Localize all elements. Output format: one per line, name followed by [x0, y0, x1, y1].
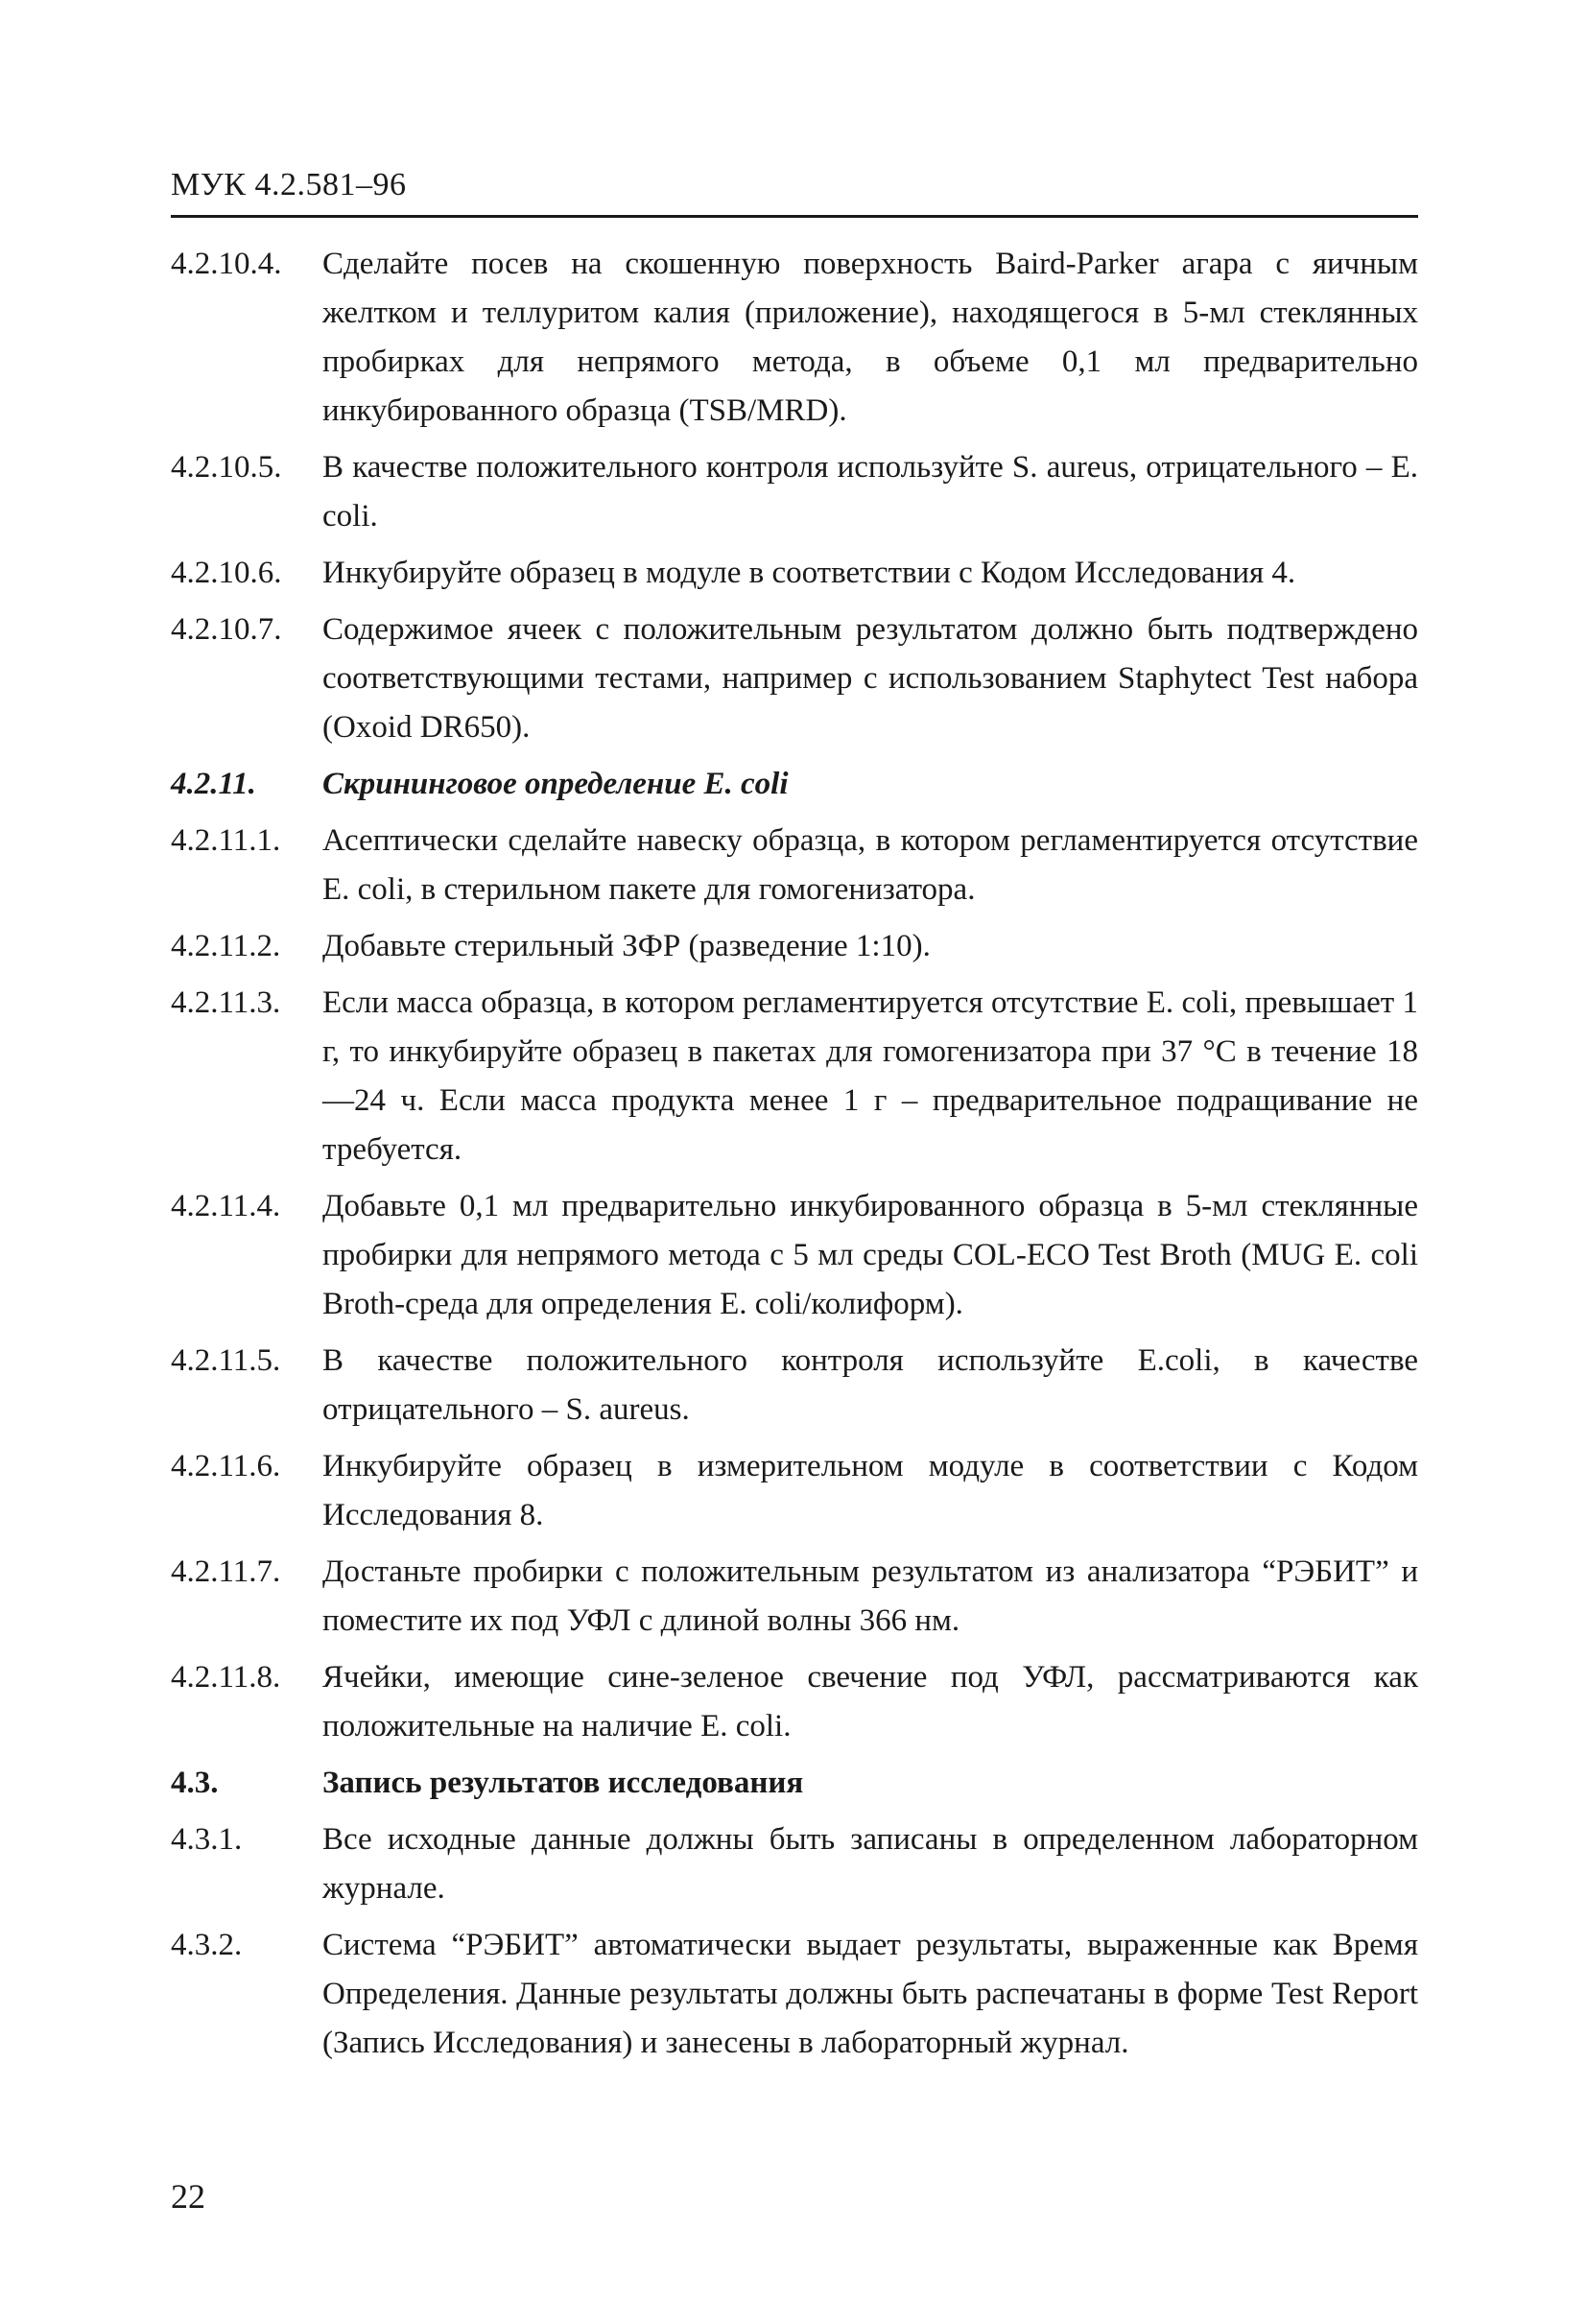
section-4-2-10-4: [171, 240, 1418, 436]
section-number: 4.2.11.5.: [171, 1343, 281, 1378]
section-number: 4.2.11.8.: [171, 1660, 281, 1695]
section-heading: Запись результатов исследования: [322, 1766, 804, 1800]
section-number: 4.2.11.6.: [171, 1449, 281, 1483]
section-number: 4.3.1.: [171, 1822, 243, 1857]
document-body: [171, 240, 1418, 2075]
section-4-2-11-8: [171, 1653, 1418, 1751]
section-4-2-10-7: [171, 605, 1418, 752]
page-number: 22: [171, 2177, 205, 2216]
section-heading: Скрининговое определение E. coli: [322, 767, 789, 801]
section-number: 4.2.10.5.: [171, 450, 282, 485]
section-text: Достаньте пробирки с положительным результатом из анализатора “РЭБИТ” и поместите их под УФЛ с длиной волны 366 нм.: [322, 1554, 1418, 1638]
section-text: Содержимое ячеек с положительным результатом должно быть подтверждено соответствующими тестами, например с использованием Staphytect Test набора (Oxoid DR650).: [322, 612, 1418, 745]
section-number: 4.3.2.: [171, 1928, 243, 1962]
section-text: Ячейки, имеющие сине-зеленое свечение под УФЛ, рассматриваются как положительные на наличие E. coli.: [322, 1660, 1418, 1743]
section-4-2-10-6: [171, 549, 1418, 598]
section-text: В качестве положительного контроля используйте E.coli, в качестве отрицательного – S. aureus.: [322, 1343, 1418, 1427]
section-text: Сделайте посев на скошенную поверхность Baird-Parker агара с яичным желтком и теллуритом калия (приложение), находящегося в 5-мл стеклянных пробирках для непрямого метода, в объеме 0,1 мл предварительно инкубированного образца (TSB/MRD).: [322, 247, 1418, 428]
section-number: 4.2.10.4.: [171, 247, 282, 281]
section-text: Асептически сделайте навеску образца, в котором регламентируется отсутствие E. coli, в стерильном пакете для гомогенизатора.: [322, 823, 1418, 907]
section-4-3-1: [171, 1815, 1418, 1913]
section-text: Добавьте 0,1 мл предварительно инкубированного образца в 5-мл стеклянные пробирки для непрямого метода с 5 мл среды COL-ECO Test Broth (MUG E. coli Broth-среда для определения E. coli/колиформ).: [322, 1189, 1418, 1321]
section-number: 4.2.11.4.: [171, 1189, 281, 1223]
section-number: 4.2.11.3.: [171, 985, 281, 1020]
section-text: Если масса образца, в котором регламентируется отсутствие E. coli, превышает 1 г, то инкубируйте образец в пакетах для гомогенизатора при 37 °С в течение 18—24 ч. Если масса продукта менее 1 г – предварительное подращивание не требуется.: [322, 985, 1418, 1167]
section-text: Инкубируйте образец в измерительном модуле в соответствии с Кодом Исследования 8.: [322, 1449, 1418, 1532]
section-4-2-11-7: [171, 1548, 1418, 1646]
running-header: МУК 4.2.581–96: [171, 167, 407, 202]
section-number: 4.2.10.7.: [171, 612, 282, 647]
section-4-2-11-4: [171, 1182, 1418, 1329]
section-text: Добавьте стерильный ЗФР (разведение 1:10).: [322, 929, 931, 963]
section-number: 4.2.10.6.: [171, 556, 282, 590]
section-text: Все исходные данные должны быть записаны в определенном лабораторном журнале.: [322, 1822, 1418, 1906]
section-4-2-11-3: [171, 979, 1418, 1174]
section-number: 4.2.11.2.: [171, 929, 281, 963]
section-4-2-11-6: [171, 1442, 1418, 1540]
section-4-3-2: [171, 1921, 1418, 2068]
section-4-2-10-5: [171, 443, 1418, 541]
section-4-2-11-2: [171, 922, 1418, 971]
section-number: 4.2.11.7.: [171, 1554, 281, 1589]
section-4-2-11-1: [171, 817, 1418, 914]
section-text: Система “РЭБИТ” автоматически выдает результаты, выраженные как Время Определения. Данные результаты должны быть распечатаны в форме Test Report (Запись Исследования) и занесены в лабораторный журнал.: [322, 1928, 1418, 2060]
section-number: 4.2.11.1.: [171, 823, 281, 858]
section-heading-4-3: [171, 1759, 1418, 1808]
header-rule: [171, 215, 1418, 218]
section-number: 4.3.: [171, 1766, 219, 1800]
section-text: Инкубируйте образец в модуле в соответствии с Кодом Исследования 4.: [322, 556, 1296, 590]
section-text: В качестве положительного контроля используйте S. aureus, отрицательного – E. coli.: [322, 450, 1418, 534]
section-4-2-11-5: [171, 1337, 1418, 1435]
subsection-heading-4-2-11: [171, 760, 1418, 809]
section-number: 4.2.11.: [171, 767, 256, 801]
